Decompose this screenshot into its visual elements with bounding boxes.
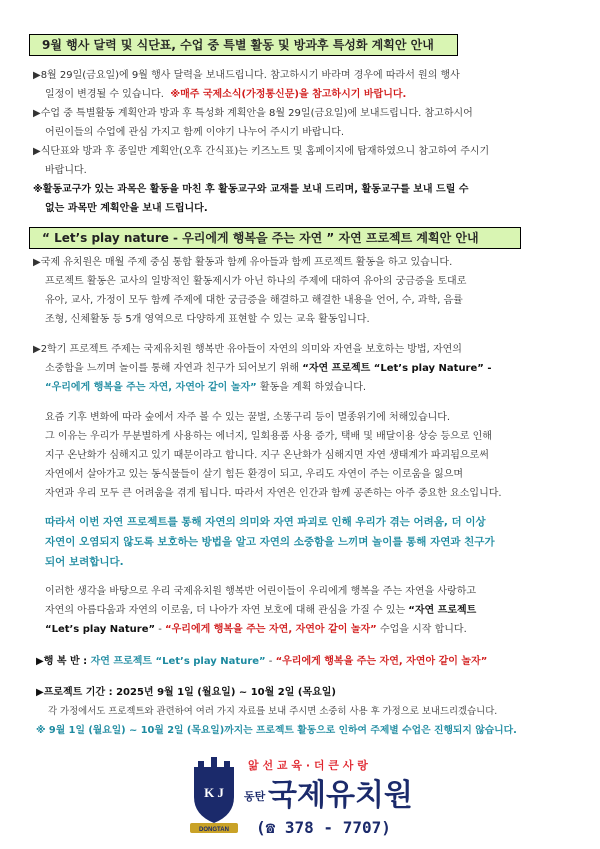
period-block (36, 683, 568, 740)
s2-c2: 그 이유는 우리가 무분별하게 사용하는 에너지, 일회용품 사용 증가, 택배 및 배달이용 상승 등으로 인해 (45, 431, 492, 442)
s1-p1b: 일정이 변경될 수 있습니다. (45, 89, 164, 100)
s2-e2-line (45, 601, 565, 620)
s2-b3-line (33, 378, 565, 397)
section2-reason (45, 408, 565, 503)
s2-e3b: - (155, 624, 166, 635)
logo-slogan: 앎 선 교 육 · 더 큰 사 랑 (248, 759, 368, 772)
s1-p2b: 어린이들의 수업에 관심 가지고 함께 이야기 나누어 주시기 바랍니다. (45, 127, 345, 138)
s1-p4b: 없는 과목만 계획안을 보내 드립니다. (45, 203, 208, 214)
s2-e3d: 수업을 시작 합니다. (376, 624, 467, 635)
s1-p1a: ▶8월 29일(금요일)에 9월 행사 달력을 보내드립니다. 참고하시기 바라며 경우에 따라서 원의 행사 (33, 70, 460, 81)
s2-d2: 자연이 오염되지 않도록 보호하는 방법을 알고 자연의 소중함을 느끼며 놀이를 통해 자연과 친구가 (45, 536, 495, 548)
s2-d1: 따라서 이번 자연 프로젝트를 통해 자연의 의미와 자연 파괴로 인해 우리가 겪는 어려움, 더 이상 (45, 516, 486, 528)
s2-e3-line (45, 620, 565, 639)
s2-a4: 조형, 신체활동 등 5개 영역으로 다양하게 표현할 수 있는 교육 활동입니다. (45, 314, 370, 325)
crest-ribbon-text: DONGTAN (199, 827, 229, 833)
s2-b2a: 소중함을 느끼며 놀이를 통해 자연과 친구가 되어보기 위해 (45, 363, 303, 374)
period-warning: ※ 9월 1일 (월요일) ~ 10월 2일 (목요일)까지는 프로젝트 활동으로 인하여 주제별 수업은 진행되지 않습니다. (36, 725, 517, 736)
s2-c4: 자연에서 살아가고 있는 동식물들이 살기 힘든 환경이 되고, 우리도 자연이 주는 이로움을 잃으며 (45, 469, 464, 480)
section2-theme (33, 340, 565, 397)
period-line: ▶프로젝트 기간 : 2025년 9월 1일 (월요일) ~ 10월 2일 (목요일) (36, 687, 337, 698)
s1-p1b-line (33, 85, 565, 104)
section2-intro (33, 253, 565, 329)
logo-phone: (☎ 378 - 7707) (256, 818, 391, 837)
crest-initials: K J (204, 785, 224, 800)
s2-a1: ▶국제 유치원은 매월 주제 중심 통합 활동과 함께 유아들과 함께 프로젝트 활동을 하고 있습니다. (33, 257, 453, 268)
s1-p1c: ※매주 국제소식(가정통신문)을 참고하시기 바랍니다. (170, 89, 407, 100)
s2-b3b: 활동을 계획 하였습니다. (256, 382, 367, 393)
class-label: ▶행 복 반 : (36, 656, 91, 667)
class-line (36, 652, 568, 671)
s2-c3: 지구 온난화가 심해지고 있기 때문이라고 합니다. 지구 온난화가 심해지면 자연 생태계가 파괴됨으로써 (45, 450, 489, 461)
s2-b3a: “우리에게 행복을 주는 자연, 자연아 같이 놀자” (45, 382, 257, 393)
s2-a2: 프로젝트 활동은 교사의 일방적인 활동제시가 아닌 하나의 주제에 대하여 유아의 궁금증을 토대로 (45, 276, 467, 287)
s2-e2b: “자연 프로젝트 (408, 605, 477, 616)
section2-start (45, 582, 565, 639)
s2-b2b: “자연 프로젝트 “Let’s play Nature” - (302, 363, 492, 374)
s1-p2a: ▶수업 중 특별활동 계획안과 방과 후 특성화 계획안을 8월 29일(금요일)에 보내드립니다. 참고하시어 (33, 108, 473, 119)
s2-e3c: “우리에게 행복을 주는 자연, 자연아 같이 놀자” (165, 624, 377, 635)
s1-p3b: 바랍니다. (45, 165, 87, 176)
period-note: 각 가정에서도 프로젝트와 관련하여 여러 가지 자료를 보내 주시면 소중히 사용 후 가정으로 보내드리겠습니다. (48, 706, 498, 717)
s2-a3: 유아, 교사, 가정이 모두 함께 주제에 대한 궁금증을 해결하고 해결한 내용을 언어, 수, 과학, 음률 (45, 295, 463, 306)
s2-b2-line (33, 359, 565, 378)
section1-body (33, 66, 565, 218)
logo-prefix: 동탄 (244, 790, 266, 803)
s2-b1: ▶2학기 프로젝트 주제는 국제유치원 행복반 유아들이 자연의 의미와 자연을 보호하는 방법, 자연의 (33, 344, 462, 355)
s1-p3a: ▶식단표와 방과 후 종일반 계획안(오후 간식표)는 키즈노트 및 홈페이지에 탑재하였으니 참고하여 주시기 (33, 146, 490, 157)
kindergarten-logo (186, 753, 426, 843)
s2-e3a: “Let’s play Nature” (45, 624, 156, 635)
class-dash: - (265, 656, 276, 667)
s2-e1: 이러한 생각을 바탕으로 우리 국제유치원 행복반 어린이들이 우리에게 행복을 주는 자연을 사랑하고 (45, 586, 477, 597)
s2-e2a: 자연의 아름다움과 자연의 이로움, 더 나아가 자연 보호에 대해 관심을 가질 수 있는 (45, 605, 409, 616)
class-project-name: 자연 프로젝트 “Let’s play Nature” (90, 656, 266, 667)
class-project-subtitle: “우리에게 행복을 주는 자연, 자연아 같이 놀자” (275, 656, 488, 667)
s2-c1: 요즘 기후 변화에 따라 숲에서 자주 볼 수 있는 꿀벌, 소똥구리 등이 멸종위기에 처해있습니다. (45, 412, 451, 423)
logo-graphic (186, 753, 426, 843)
s1-p4a: ※활동교구가 있는 과목은 활동을 마친 후 활동교구와 교재를 보내 드리며, 활동교구를 보내 드릴 수 (33, 184, 469, 195)
section2-goal (45, 512, 565, 572)
section1-title: 9월 행사 달력 및 식단표, 수업 중 특별 활동 및 방과후 특성화 계획안 안내 (29, 34, 458, 56)
logo-name: 국제유치원 (268, 778, 413, 813)
s2-c5: 자연과 우리 모두 큰 어려움을 겪게 됩니다. 따라서 자연은 인간과 함께 공존하는 아주 중요한 요소입니다. (45, 488, 502, 499)
section2-title: “ Let’s play nature - 우리에게 행복을 주는 자연 ” 자연 프로젝트 계획안 안내 (29, 227, 521, 249)
s2-d3: 되어 보려합니다. (45, 556, 124, 568)
